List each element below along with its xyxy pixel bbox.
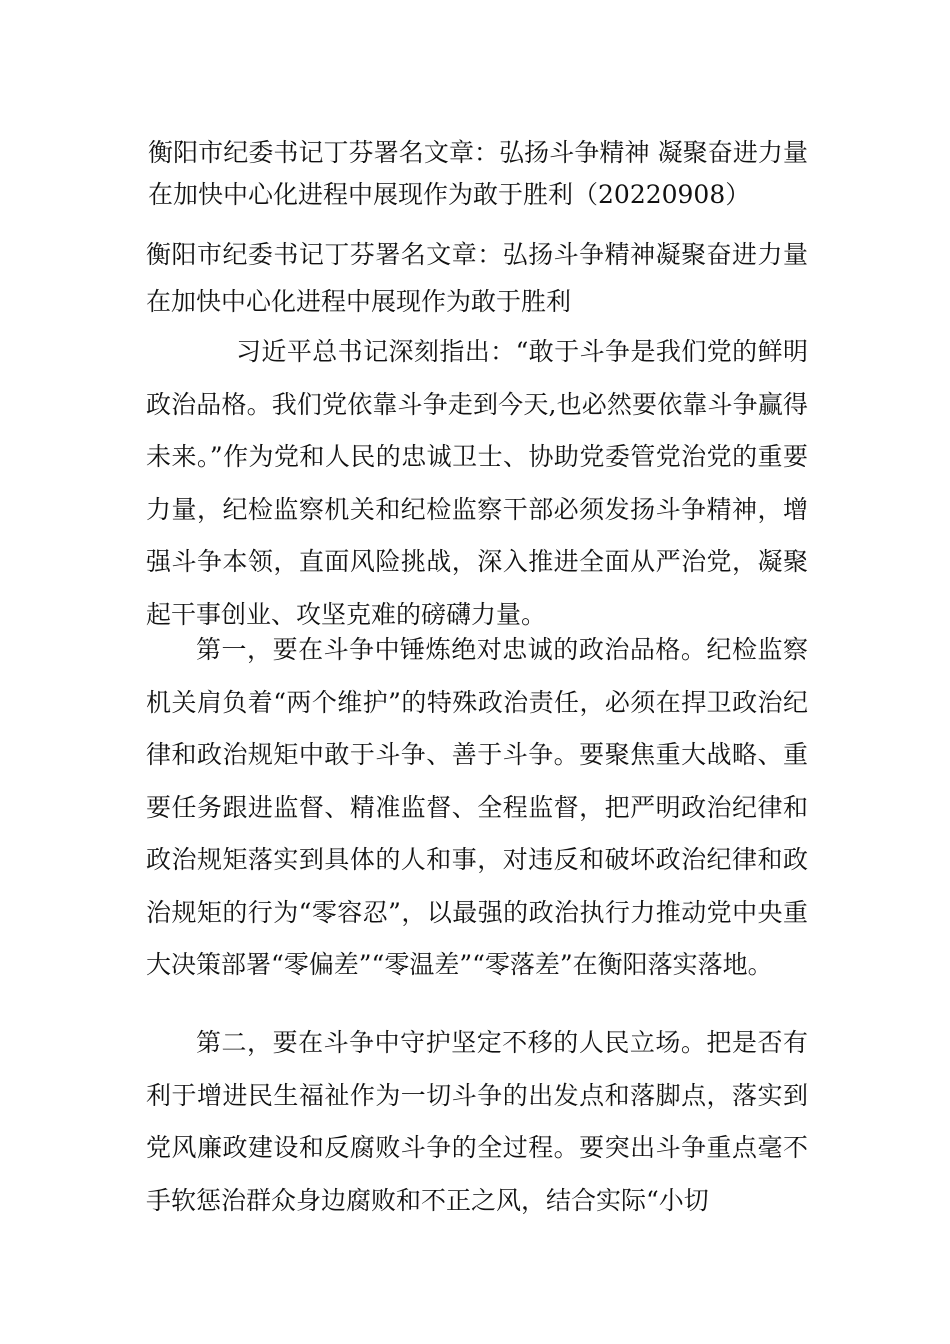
paragraph-second-point: 第二，要在斗争中守护坚定不移的人民立场。把是否有利于增进民生福祉作为一切斗争的出发点和落脚点，落实到党风廉政建设和反腐败斗争的全过程。要突出斗争重点毫不手软惩治群众身边腐败和不正之风，结合实际“小切 — [146, 1028, 808, 1215]
paragraph-intro: 习近平总书记深刻指出：“敢于斗争是我们党的鲜明政治品格。我们党依靠斗争走到今天,也必然要依靠斗争赢得未来。”作为党和人民的忠诚卫士、协助党委管党治党的重要力量，纪检监察机关和纪检监察干部必须发扬斗争精神，增强斗争本领，直面风险挑战，深入推进全面从严治党，凝聚起干事创业、攻坚克难的磅礴力量。 — [146, 337, 808, 629]
document-subtitle: 衡阳市纪委书记丁芬署名文章：弘扬斗争精神凝聚奋进力量在加快中心化进程中展现作为敢于胜利 — [146, 240, 808, 316]
document-title: 衡阳市纪委书记丁芬署名文章：弘扬斗争精神 凝聚奋进力量 在加快中心化进程中展现作为敢于胜利（20220908） — [148, 138, 808, 209]
paragraph-first-point: 第一，要在斗争中锤炼绝对忠诚的政治品格。纪检监察机关肩负着“两个维护”的特殊政治责任，必须在捍卫政治纪律和政治规矩中敢于斗争、善于斗争。要聚焦重大战略、重要任务跟进监督、精准监督、全程监督，把严明政治纪律和政治规矩落实到具体的人和事，对违反和破坏政治纪律和政治规矩的行为“零容忍”，以最强的政治执行力推动党中央重大决策部署“零偏差”“零温差”“零落差”在衡阳落实落地。 — [146, 635, 808, 979]
